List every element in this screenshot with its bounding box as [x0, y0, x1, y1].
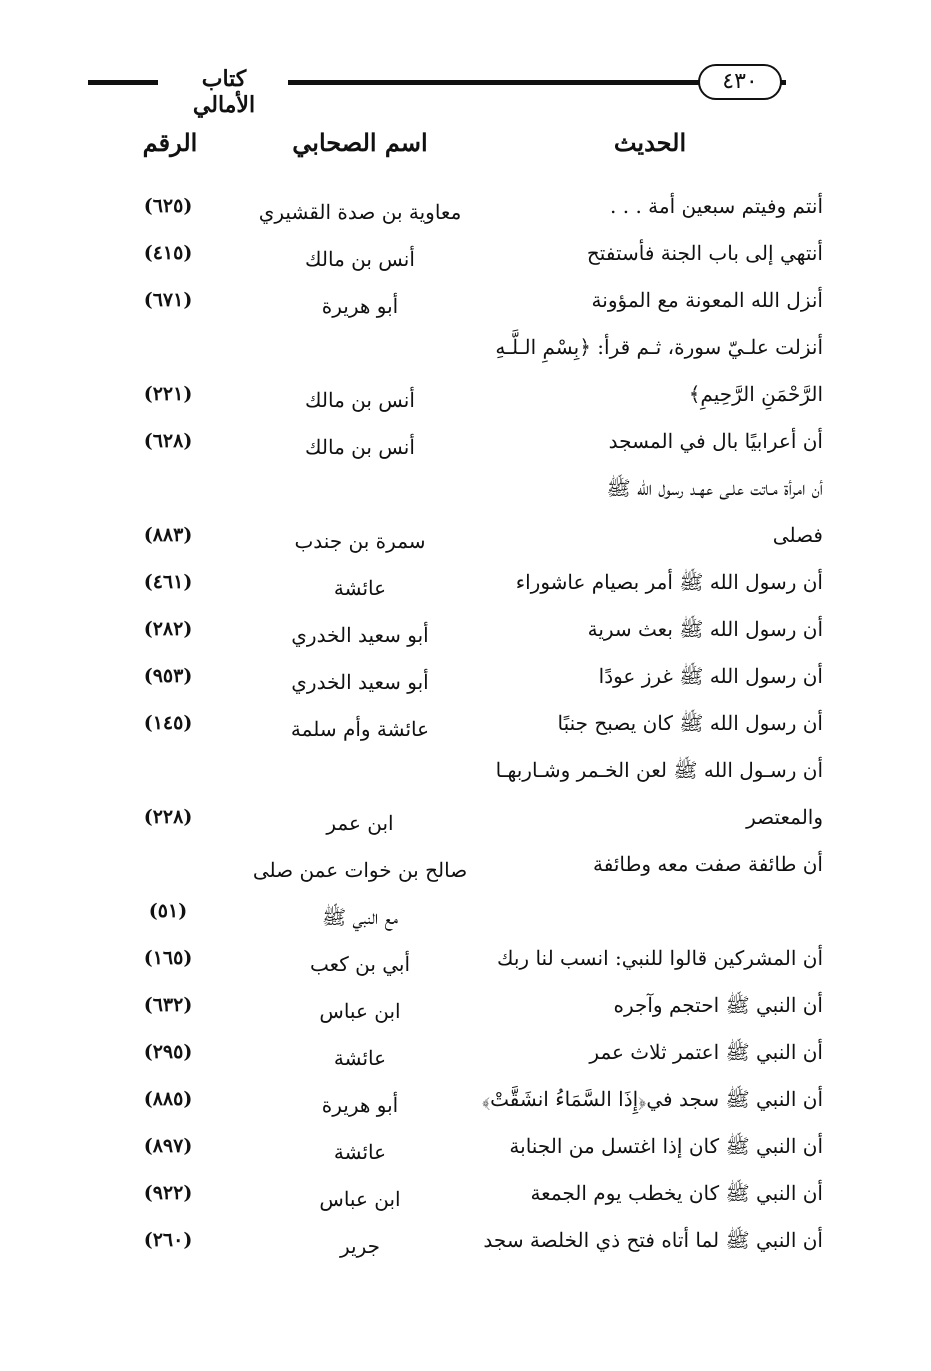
hadith-text: أنتهي إلى باب الجنة فأستفتح — [586, 241, 823, 265]
column-header-sahabi: اسم الصحابي — [292, 128, 428, 157]
sahabi-name: عائشة — [333, 1046, 387, 1070]
sahabi-name: عائشة وأم سلمة — [290, 717, 430, 741]
hadith-number: (٨٨٣) — [143, 524, 193, 546]
sahabi-name: أنس بن مالك — [305, 388, 415, 412]
hadith-text: أن النبي ﷺ احتجم وآجره — [613, 993, 823, 1017]
hadith-number: (٦٢٨) — [143, 430, 193, 452]
hadith-text: أن المشركين قالوا للنبي: انسب لنا ربك — [497, 946, 823, 970]
hadith-number: (٢٦٠) — [143, 1229, 193, 1251]
table-row — [0, 237, 931, 281]
hadith-number: (١٦٥) — [143, 947, 193, 969]
hadith-number: (٨٩٧) — [143, 1135, 193, 1157]
sahabi-name: معاوية بن صدة القشيري — [258, 200, 462, 224]
hadith-text: أنزل الله المعونة مع المؤونة — [591, 288, 823, 312]
table-row — [0, 801, 931, 845]
sahabi-name: أبو سعيد الخدري — [291, 623, 429, 647]
table-row — [0, 190, 931, 234]
hadith-text: أن رسول الله ﷺ غرز عودًا — [598, 664, 823, 688]
table-row — [0, 425, 931, 469]
column-header-number: الرقم — [142, 128, 198, 157]
table-row — [0, 895, 931, 939]
hadith-number: (٢٨٢) — [143, 618, 193, 640]
hadith-number: (١٤٥) — [143, 712, 193, 734]
table-row — [0, 1083, 931, 1127]
hadith-number: (٦٣٢) — [143, 994, 193, 1016]
hadith-text: أن رسول الله ﷺ بعث سرية — [587, 617, 823, 641]
hadith-text: أنتم وفيتم سبعين أمة . . . — [610, 194, 823, 218]
sahabi-name: أنس بن مالك — [305, 247, 415, 271]
sahabi-name: ابن عباس — [319, 1187, 401, 1211]
sahabi-name: ابن عمر — [326, 811, 394, 835]
table-row — [0, 613, 931, 657]
table-row — [0, 1130, 931, 1174]
sahabi-name: عائشة — [333, 1140, 387, 1164]
hadith-text: الرَّحْمَنِ الرَّحِيمِ﴾ — [688, 382, 823, 406]
hadith-text: والمعتصر — [746, 805, 823, 829]
hadith-text: أن النبي ﷺ اعتمر ثلاث عمر — [589, 1040, 823, 1064]
table-row — [0, 1224, 931, 1268]
hadith-text: أنزلت علـيّ سورة، ثـم قرأ: ﴿بِسْمِ الـلَّـهِ — [495, 335, 823, 359]
hadith-text: أن النبي ﷺ كان يخطب يوم الجمعة — [530, 1181, 823, 1205]
sahabi-name: أبو سعيد الخدري — [291, 670, 429, 694]
table-row — [0, 707, 931, 751]
hadith-number: (٩٢٢) — [143, 1182, 193, 1204]
hadith-number: (٦٧١) — [143, 289, 193, 311]
hadith-number: (٥١) — [148, 900, 188, 922]
table-row — [0, 989, 931, 1033]
hadith-text: فصلى — [772, 523, 823, 547]
table-row — [0, 378, 931, 422]
sahabi-name: عائشة — [333, 576, 387, 600]
hadith-number: (٢٢٨) — [143, 806, 193, 828]
table-row — [0, 566, 931, 610]
hadith-number: (٨٨٥) — [143, 1088, 193, 1110]
table-row — [0, 660, 931, 704]
hadith-number: (٦٢٥) — [143, 195, 193, 217]
table-row — [0, 284, 931, 328]
table-row — [0, 472, 931, 516]
hadith-text: أن امرأة مـاتت علـى عهـد رسول الله ﷺ — [606, 476, 823, 500]
hadith-text: أن رسول الله ﷺ أمر بصيام عاشوراء — [515, 570, 823, 594]
table-row — [0, 1036, 931, 1080]
page-number: ٤٣٠ — [698, 64, 782, 100]
table-row — [0, 519, 931, 563]
sahabi-name: سمرة بن جندب — [294, 529, 426, 553]
column-header-hadith: الحديث — [613, 128, 687, 157]
sahabi-name: أبو هريرة — [321, 294, 399, 318]
hadith-text: أن رسـول الله ﷺ لعن الخـمر وشـاربهـا — [495, 758, 823, 782]
hadith-text: أن النبي ﷺ لما أتاه فتح ذي الخلصة سجد — [483, 1228, 823, 1252]
hadith-text: أن النبي ﷺ كان إذا اغتسل من الجنابة — [509, 1134, 823, 1158]
hadith-number: (٢٢١) — [143, 383, 193, 405]
hadith-number: (٩٥٣) — [143, 665, 193, 687]
table-row — [0, 754, 931, 798]
table-row — [0, 1177, 931, 1221]
hadith-text: أن طائفة صفت معه وطائفة — [593, 852, 823, 876]
hadith-number: (٤٦١) — [143, 571, 193, 593]
sahabi-name: أنس بن مالك — [305, 435, 415, 459]
hadith-text: أن النبي ﷺ سجد في﴿إِذَا السَّمَاءُ انشَقَّتْ﴾ — [481, 1087, 823, 1111]
sahabi-name: ابن عباس — [319, 999, 401, 1023]
sahabi-name: مع النبي ﷺ — [321, 905, 399, 929]
sahabi-name: صالح بن خوات عمن صلى — [252, 858, 468, 882]
sahabi-name: أبو هريرة — [321, 1093, 399, 1117]
table-row — [0, 942, 931, 986]
sahabi-name: أبي بن كعب — [309, 952, 411, 976]
running-title: كتاب الأمالي — [192, 66, 256, 118]
hadith-text: أن رسول الله ﷺ كان يصبح جنبًا — [557, 711, 823, 735]
sahabi-name: جرير — [340, 1234, 380, 1258]
table-row — [0, 331, 931, 375]
table-row — [0, 848, 931, 892]
hadith-text: أن أعرابيًا بال في المسجد — [608, 429, 823, 453]
hadith-number: (٤١٥) — [143, 242, 193, 264]
hadith-number: (٢٩٥) — [143, 1041, 193, 1063]
